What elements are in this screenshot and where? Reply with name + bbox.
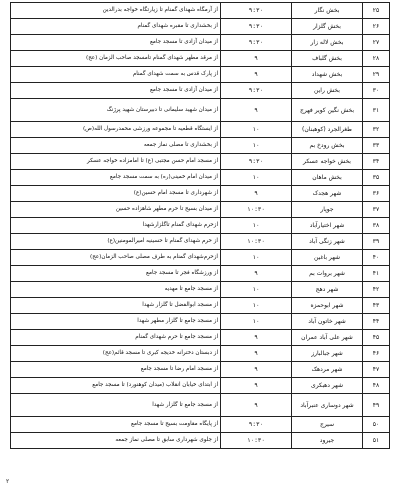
row-place: سیرج <box>292 417 363 433</box>
table-row <box>11 218 390 234</box>
row-time: ۹:۳۰ <box>221 154 292 170</box>
row-number: ۴۱ <box>363 266 390 282</box>
table-row <box>11 417 390 433</box>
table-row <box>11 378 390 394</box>
row-time: ۹:۳۰ <box>221 3 292 19</box>
row-place: بخش شهداد <box>292 67 363 83</box>
row-number: ۴۶ <box>363 346 390 362</box>
row-place: طغرالجرد (کوهبنان) <box>292 122 363 138</box>
row-time: ۹ <box>221 67 292 83</box>
row-place: جیرود <box>292 433 363 449</box>
schedule-table <box>10 2 390 449</box>
table-row <box>11 362 390 378</box>
row-time: ۱۰ <box>221 250 292 266</box>
table-row <box>11 202 390 218</box>
table-row <box>11 234 390 250</box>
row-number: ۵۰ <box>363 417 390 433</box>
row-number: ۳۵ <box>363 170 390 186</box>
row-route: از مسجد جامع تا حرم شهدای گمنام <box>11 330 221 346</box>
row-time: ۹:۳۰ <box>221 35 292 51</box>
table-row <box>11 394 390 417</box>
row-place: بخش گلباف <box>292 51 363 67</box>
row-time: ۹ <box>221 99 292 122</box>
row-time: ۹ <box>221 266 292 282</box>
page-number: ۲ <box>6 478 10 485</box>
table-row <box>11 186 390 202</box>
row-route: از مسجد امام رضا تا مسجد جامع <box>11 362 221 378</box>
row-time: ۹ <box>221 362 292 378</box>
table-row <box>11 51 390 67</box>
row-number: ۴۵ <box>363 330 390 346</box>
row-time: ۱۰ <box>221 138 292 154</box>
row-time: ۹ <box>221 330 292 346</box>
row-route: از پایگاه مقاومت بسیج تا مسجد جامع <box>11 417 221 433</box>
row-route: از مسجد جامع تا گلزار شهدا <box>11 394 221 417</box>
row-time: ۹ <box>221 394 292 417</box>
row-route: از میدان امام خمینی(ره) به سمت مسجد جامع <box>11 170 221 186</box>
row-place: بخش خواجه عسکر <box>292 154 363 170</box>
row-place: شهر باغین <box>292 250 363 266</box>
table-row <box>11 99 390 122</box>
row-time: ۱۰ <box>221 170 292 186</box>
row-route: از میدان شهید سلیمانی تا دبیرستان شهید پرژنگ <box>11 99 221 122</box>
table-row <box>11 19 390 35</box>
row-route: از ایستگاه قطعیه تا مجموعه ورزشی محمدرسول الله(ص) <box>11 122 221 138</box>
row-number: ۴۷ <box>363 362 390 378</box>
row-time: ۱۰ <box>221 314 292 330</box>
table-row <box>11 298 390 314</box>
row-route: از مرقد مطهر شهدای گمنام تامسجد صاحب الزمان (عج) <box>11 51 221 67</box>
row-route: از مسجد جامع تا مهدیه <box>11 282 221 298</box>
row-time: ۹:۳۰ <box>221 19 292 35</box>
row-time: ۹ <box>221 51 292 67</box>
row-number: ۴۴ <box>363 314 390 330</box>
row-time: ۹ <box>221 346 292 362</box>
row-route: از حرم شهدای گمنام تا حسینیه امیرالمومنین(ع) <box>11 234 221 250</box>
row-number: ۲۷ <box>363 35 390 51</box>
row-time: ۹ <box>221 378 292 394</box>
table-row <box>11 314 390 330</box>
row-place: شهر هجدک <box>292 186 363 202</box>
row-route: از مسجد جامع تا گلزار مطهر شهدا <box>11 314 221 330</box>
table-row <box>11 346 390 362</box>
row-route: از مسجد امام حسن مجتبی (ع) تا امامزاده خواجه عسکر <box>11 154 221 170</box>
table-row <box>11 250 390 266</box>
row-place: بخش ماهان <box>292 170 363 186</box>
row-route: از آرمگاه شهدای گمنام تا زیارتگاه خواجه بدرالدین <box>11 3 221 19</box>
row-time: ۱۰ <box>221 122 292 138</box>
row-route: ازحرم شهدای گمنام تاگلزارشهدا <box>11 218 221 234</box>
table-row <box>11 330 390 346</box>
row-place: بخش رودخ بم <box>292 138 363 154</box>
row-number: ۳۲ <box>363 122 390 138</box>
row-number: ۴۸ <box>363 378 390 394</box>
row-route: از دبستان دخترانه خدیجه کبری تا مسجد قائم(عج) <box>11 346 221 362</box>
row-route: از بخشداری تا مقبره شهدای گمنام <box>11 19 221 35</box>
row-number: ۴۲ <box>363 282 390 298</box>
row-place: شهر جبالبارز <box>292 346 363 362</box>
table-row <box>11 138 390 154</box>
table-row <box>11 433 390 449</box>
row-number: ۴۹ <box>363 394 390 417</box>
table-row <box>11 35 390 51</box>
row-place: بخش گلزار <box>292 19 363 35</box>
table-row <box>11 3 390 19</box>
row-number: ۲۹ <box>363 67 390 83</box>
row-route: از ابتدای خیابان انقلاب (میدان کوهنورد) تا مسجد جامع <box>11 378 221 394</box>
table-row <box>11 282 390 298</box>
table-row <box>11 122 390 138</box>
row-route: از پارک قدس به سمت شهدای گمنام <box>11 67 221 83</box>
table-row <box>11 154 390 170</box>
row-time: ۱۰ <box>221 298 292 314</box>
row-route: از جلوی شهرداری سابق تا مصلی نماز جمعه <box>11 433 221 449</box>
row-number: ۳۱ <box>363 99 390 122</box>
row-time: ۱۰:۳۰ <box>221 433 292 449</box>
row-route: از میدان بسیج تا حرم مطهر شاهزاده حسین <box>11 202 221 218</box>
row-place: شهر ابوحمزه <box>292 298 363 314</box>
row-number: ۵۱ <box>363 433 390 449</box>
row-time: ۱۰ <box>221 218 292 234</box>
row-number: ۲۸ <box>363 51 390 67</box>
table-row <box>11 266 390 282</box>
row-place: بخش نگین کویر فهرج <box>292 99 363 122</box>
row-time: ۱۰ <box>221 282 292 298</box>
row-place: شهر خاتون آباد <box>292 314 363 330</box>
row-number: ۴۳ <box>363 298 390 314</box>
row-number: ۳۴ <box>363 154 390 170</box>
row-route: ازحرم‌شهدای گمنام به طرف مصلی صاحب الزمان(عج) <box>11 250 221 266</box>
row-place: جوپار <box>292 202 363 218</box>
schedule-table-body <box>11 3 390 449</box>
row-place: شهر زنگی آباد <box>292 234 363 250</box>
row-number: ۳۰ <box>363 83 390 99</box>
row-place: شهر مردهک <box>292 362 363 378</box>
row-route: از شهرداری تا مسجد امام حسین(ع) <box>11 186 221 202</box>
row-place: شهر اختیارآباد <box>292 218 363 234</box>
row-number: ۳۸ <box>363 218 390 234</box>
table-row <box>11 67 390 83</box>
table-row <box>11 83 390 99</box>
row-place: شهر دهج <box>292 282 363 298</box>
row-place: بخش نگار <box>292 3 363 19</box>
row-number: ۲۵ <box>363 3 390 19</box>
row-number: ۳۹ <box>363 234 390 250</box>
row-number: ۲۶ <box>363 19 390 35</box>
row-number: ۳۳ <box>363 138 390 154</box>
row-place: بخش راین <box>292 83 363 99</box>
row-place: شهر علی آباد عمران <box>292 330 363 346</box>
row-route: از مسجد ابوالفضل تا گلزار شهدا <box>11 298 221 314</box>
row-place: شهر دهبکری <box>292 378 363 394</box>
row-time: ۹ <box>221 186 292 202</box>
row-place: بخش لاله زار <box>292 35 363 51</box>
row-number: ۴۰ <box>363 250 390 266</box>
row-route: از میدان آزادی تا مسجد جامع <box>11 83 221 99</box>
row-route: از میدان آزادی تا مسجد جامع <box>11 35 221 51</box>
row-time: ۹:۳۰ <box>221 417 292 433</box>
row-time: ۹:۳۰ <box>221 83 292 99</box>
row-route: از بخشداری تا مصلی نماز جمعه <box>11 138 221 154</box>
row-number: ۳۶ <box>363 186 390 202</box>
row-time: ۱۰:۳۰ <box>221 234 292 250</box>
row-route: از ورزشگاه فجر تا مسجد جامع <box>11 266 221 282</box>
row-time: ۱۰:۳۰ <box>221 202 292 218</box>
row-place: شهر دوساری عنبرآباد <box>292 394 363 417</box>
table-row <box>11 170 390 186</box>
row-number: ۳۷ <box>363 202 390 218</box>
row-place: شهر بروات بم <box>292 266 363 282</box>
